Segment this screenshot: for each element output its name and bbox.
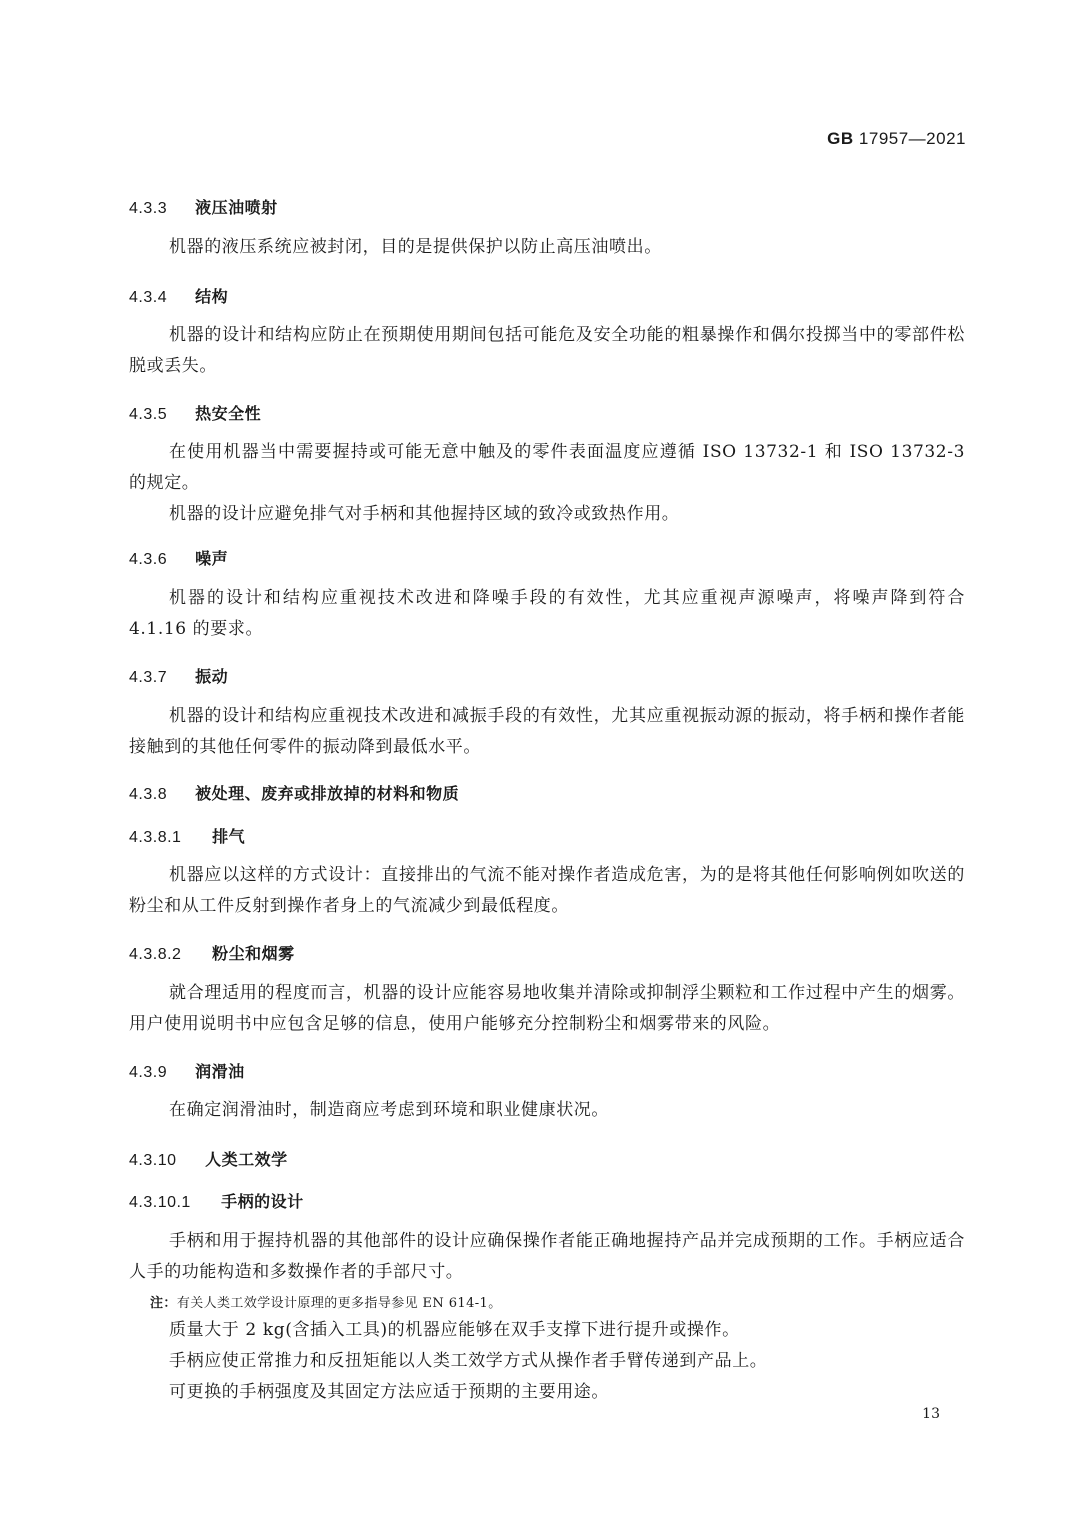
heading-number: 4.3.3: [129, 200, 168, 217]
paragraph: 机器的设计和结构应重视技术改进和减振手段的有效性，尤其应重视振动源的振动，将手柄和操作者能接触到的其他任何零件的振动降到最低水平。: [129, 706, 965, 757]
heading-4-3-3: [129, 195, 278, 218]
paragraph: 质量大于 2 kg(含插入工具)的机器应能够在双手支撑下进行提升或操作。: [169, 1320, 740, 1340]
heading-title: 噪声: [195, 549, 229, 568]
heading-number: 4.3.8: [129, 786, 168, 803]
heading-title: 手柄的设计: [221, 1192, 304, 1211]
heading-number: 4.3.8.1: [129, 829, 182, 846]
heading-number: 4.3.10: [129, 1152, 177, 1169]
heading-title: 被处理、废弃或排放掉的材料和物质: [195, 784, 460, 803]
heading-title: 振动: [195, 667, 229, 686]
paragraph: 机器的设计和结构应重视技术改进和降噪手段的有效性，尤其应重视声源噪声，将噪声降到符合 4.1.16 的要求。: [129, 588, 965, 639]
paragraph: 手柄和用于握持机器的其他部件的设计应确保操作者能正确地握持产品并完成预期的工作。手柄应适合人手的功能构造和多数操作者的手部尺寸。: [129, 1231, 965, 1282]
heading-title: 结构: [195, 287, 229, 306]
heading-number: 4.3.8.2: [129, 946, 182, 963]
paragraph: 可更换的手柄强度及其固定方法应适于预期的主要用途。: [169, 1382, 609, 1402]
heading-4-3-10-1: [129, 1189, 304, 1212]
heading-4-3-10: [129, 1147, 288, 1170]
paragraph: 机器的液压系统应被封闭，目的是提供保护以防止高压油喷出。: [169, 237, 662, 257]
paragraph: 就合理适用的程度而言，机器的设计应能容易地收集并清除或抑制浮尘颗粒和工作过程中产生的烟雾。用户使用说明书中应包含足够的信息，使用户能够充分控制粉尘和烟雾带来的风险。: [129, 983, 965, 1034]
heading-number: 4.3.5: [129, 406, 168, 423]
heading-number: 4.3.7: [129, 669, 168, 686]
heading-title: 润滑油: [195, 1062, 245, 1081]
standard-prefix: GB: [827, 129, 854, 148]
standard-code: [827, 129, 966, 149]
heading-4-3-8: [129, 781, 459, 804]
note: [150, 1292, 502, 1311]
paragraph: 手柄应使正常推力和反扭矩能以人类工效学方式从操作者手臂传递到产品上。: [169, 1351, 768, 1371]
page-number: 13: [922, 1406, 940, 1422]
heading-4-3-4: [129, 284, 228, 307]
heading-4-3-7: [129, 664, 228, 687]
heading-4-3-5: [129, 401, 261, 424]
note-label: 注：: [150, 1296, 177, 1311]
heading-title: 排气: [212, 827, 246, 846]
heading-number: 4.3.4: [129, 289, 168, 306]
heading-title: 粉尘和烟雾: [212, 944, 295, 963]
standard-number: 17957—2021: [858, 129, 966, 148]
heading-4-3-8-1: [129, 824, 245, 847]
heading-title: 热安全性: [195, 404, 262, 423]
heading-title: 液压油喷射: [195, 198, 278, 217]
paragraph: 在使用机器当中需要握持或可能无意中触及的零件表面温度应遵循 ISO 13732-1 和 ISO 13732-3 的规定。: [129, 442, 965, 493]
heading-number: 4.3.10.1: [129, 1194, 191, 1211]
heading-4-3-9: [129, 1059, 245, 1082]
heading-number: 4.3.6: [129, 551, 168, 568]
note-text: 有关人类工效学设计原理的更多指导参见 EN 614-1。: [176, 1296, 502, 1311]
heading-number: 4.3.9: [129, 1064, 168, 1081]
heading-4-3-6: [129, 546, 228, 569]
heading-title: 人类工效学: [205, 1150, 288, 1169]
heading-4-3-8-2: [129, 941, 295, 964]
paragraph: 机器应以这样的方式设计：直接排出的气流不能对操作者造成危害，为的是将其他任何影响例如吹送的粉尘和从工件反射到操作者身上的气流减少到最低程度。: [129, 865, 965, 916]
paragraph: 机器的设计应避免排气对手柄和其他握持区域的致冷或致热作用。: [169, 504, 680, 524]
paragraph: 机器的设计和结构应防止在预期使用期间包括可能危及安全功能的粗暴操作和偶尔投掷当中的零部件松脱或丢失。: [129, 325, 965, 376]
paragraph: 在确定润滑油时，制造商应考虑到环境和职业健康状况。: [169, 1100, 609, 1120]
